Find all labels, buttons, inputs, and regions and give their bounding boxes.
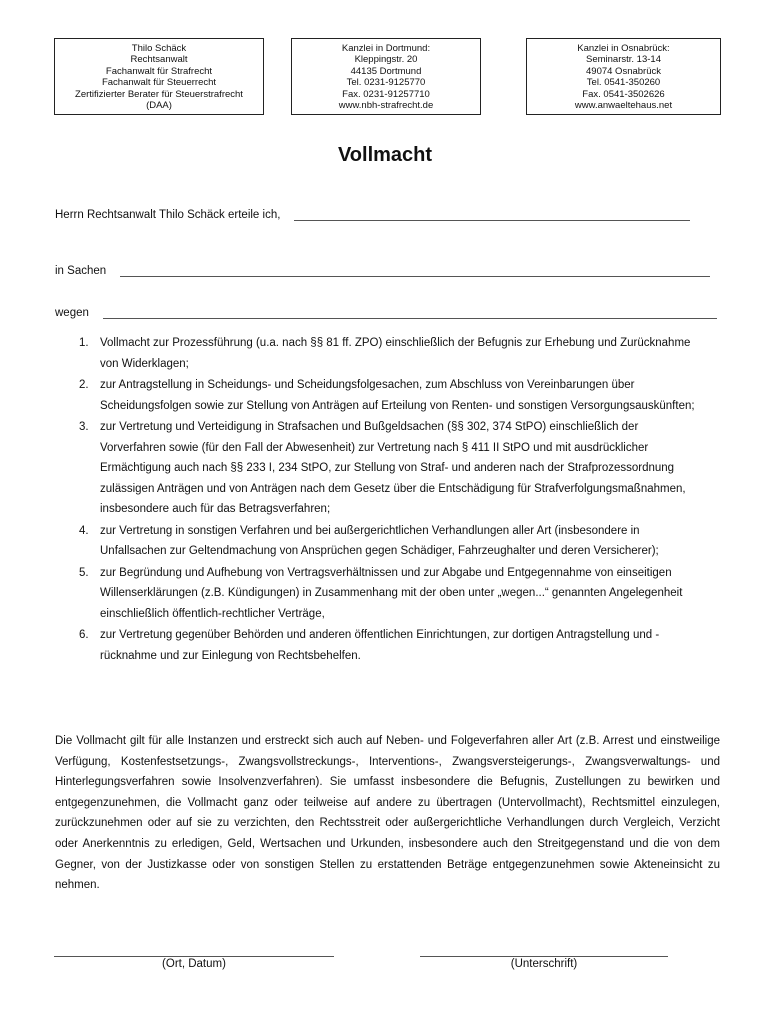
office-dortmund-city: 44135 Dortmund xyxy=(350,65,422,77)
header-box-attorney xyxy=(54,38,264,115)
header-box-osnabrueck xyxy=(526,38,721,115)
office-osnabrueck-city: 49074 Osnabrück xyxy=(586,65,661,77)
header-box-dortmund xyxy=(291,38,481,115)
office-dortmund-phone: Tel. 0231-9125770 xyxy=(346,77,426,89)
office-osnabrueck-phone: Tel. 0541-350260 xyxy=(586,77,661,89)
office-osnabrueck-fax: Fax. 0541-3502626 xyxy=(582,88,665,100)
power-number: 3. xyxy=(79,421,89,433)
office-dortmund-website: www.nbh-strafrecht.de xyxy=(338,100,434,112)
power-number: 4. xyxy=(79,524,89,537)
power-item-1 xyxy=(55,333,705,374)
attorney-specialty-1: Fachanwalt für Strafrecht xyxy=(105,65,213,77)
place-date-caption: (Ort, Datum) xyxy=(162,958,226,970)
power-number: 2. xyxy=(79,379,89,391)
matter-blank[interactable] xyxy=(120,264,710,277)
attorney-specialty-2: Fachanwalt für Steuerrecht xyxy=(101,77,217,89)
power-text: Vollmacht zur Prozessführung (u.a. nach §§ 81 ff. ZPO) einschließlich der Befugnis zur Erhebung und Zurücknahme von Widerklagen; xyxy=(100,337,691,370)
office-osnabrueck-website: www.anwaeltehaus.net xyxy=(574,100,673,112)
attorney-title: Rechtsanwalt xyxy=(130,54,188,66)
power-text: zur Antragstellung in Scheidungs- und Scheidungsfolgesachen, zum Abschluss von Vereinbarungen über Scheidungsfolgen sowie zur Stellung von Anträgen auf Erteilung von Renten- und sonstigen Versorgungsauskünften; xyxy=(100,379,695,412)
matter-label: in Sachen xyxy=(55,265,107,277)
grantor-label: Herrn Rechtsanwalt Thilo Schäck erteile ich, xyxy=(55,209,281,221)
signature-block xyxy=(420,948,668,970)
attorney-certification-org: (DAA) xyxy=(146,100,172,112)
signature-caption: (Unterschrift) xyxy=(510,958,578,970)
office-osnabrueck-street: Seminarstr. 13-14 xyxy=(586,54,661,66)
signature-line[interactable] xyxy=(420,948,668,957)
office-dortmund-street: Kleppingstr. 20 xyxy=(354,54,418,66)
grantor-blank[interactable] xyxy=(294,208,690,221)
power-item-3 xyxy=(55,417,705,520)
power-number: 6. xyxy=(79,629,89,641)
place-date-block xyxy=(54,948,334,970)
office-dortmund-label: Kanzlei in Dortmund: xyxy=(341,43,431,54)
power-item-6 xyxy=(55,625,705,666)
power-item-5 xyxy=(55,563,705,625)
powers-list xyxy=(55,333,705,667)
power-text: zur Begründung und Aufhebung von Vertragsverhältnissen und zur Abgabe und Entgegennahme von einseitigen Willenserklärungen (z.B. Kündigungen) in Zusammenhang mit der oben unter „wegen...“ genannten Angelegenheit einschließlich öffentlich-rechtlicher Verträge, xyxy=(100,566,683,620)
power-number: 5. xyxy=(79,566,89,579)
document-title: Vollmacht xyxy=(337,144,433,166)
place-date-line[interactable] xyxy=(54,948,334,957)
power-number: 1. xyxy=(79,337,89,349)
matter-row xyxy=(55,264,710,277)
concerning-blank[interactable] xyxy=(103,306,717,319)
concerning-label: wegen xyxy=(55,307,89,319)
grantor-row xyxy=(55,208,690,221)
closing-paragraph: Die Vollmacht gilt für alle Instanzen und erstreckt sich auch auf Neben- und Folgeverfahren aller Art (z.B. Arrest und einstweilige Verfügung, Kostenfestsetzungs-, Zwangsvollstreckungs-, Interventions-, Zwangsversteigerungs-, Zwangsverwaltungs- und Hinterlegungsverfahren sowie Insolvenzverfahren). Sie umfasst insbesondere die Befugnis, Zustellungen zu bewirken und entgegenzunehmen, die Vollmacht ganz oder teilweise auf andere zu übertragen (Untervollmacht), Rechtsmittel einzulegen, zurückzunehmen oder auf sie zu verzichten, den Rechtsstreit oder außergerichtliche Verhandlungen durch Vergleich, Verzicht oder Anerkenntnis zu erledigen, Geld, Wertsachen und Urkunden, insbesondere auch den Streitgegenstand und die von dem Gegner, von der Justizkasse oder von sonstigen Stellen zu erstattenden Beträge entgegenzunehmen sowie Akteneinsicht zu nehmen. xyxy=(55,735,720,892)
office-osnabrueck-label: Kanzlei in Osnabrück: xyxy=(577,43,670,54)
power-item-4 xyxy=(55,521,705,562)
office-dortmund-fax: Fax. 0231-91257710 xyxy=(342,88,430,100)
attorney-name: Thilo Schäck xyxy=(131,43,187,54)
concerning-row xyxy=(55,306,717,319)
power-text: zur Vertretung in sonstigen Verfahren und bei außergerichtlichen Verhandlungen aller Art (insbesondere in Unfallsachen zur Geltendmachung von Ansprüchen gegen Schädiger, Fahrzeughalter und deren Versicherer); xyxy=(100,524,659,557)
power-text: zur Vertretung gegenüber Behörden und anderen öffentlichen Einrichtungen, zur dortigen Antragstellung und -rücknahme und zur Einlegung von Rechtsbehelfen. xyxy=(100,629,660,662)
power-item-2 xyxy=(55,375,705,416)
power-text: zur Vertretung und Verteidigung in Strafsachen und Bußgeldsachen (§§ 302, 374 StPO) einschließlich der Vorverfahren sowie (für den Fall der Abwesenheit) zur Vertretung nach § 411 II StPO und mit ausdrücklicher Ermächtigung auch nach §§ 233 I, 234 StPO, zur Stellung von Straf- und anderen nach der Strafprozessordnung zulässigen Anträgen und von Anträgen nach dem Gesetz über die Entschädigung für Strafverfolgungsmaßnahmen, insbesondere auch für das Betragsverfahren; xyxy=(100,421,686,515)
attorney-certification: Zertifizierter Berater für Steuerstrafrecht xyxy=(75,88,243,100)
